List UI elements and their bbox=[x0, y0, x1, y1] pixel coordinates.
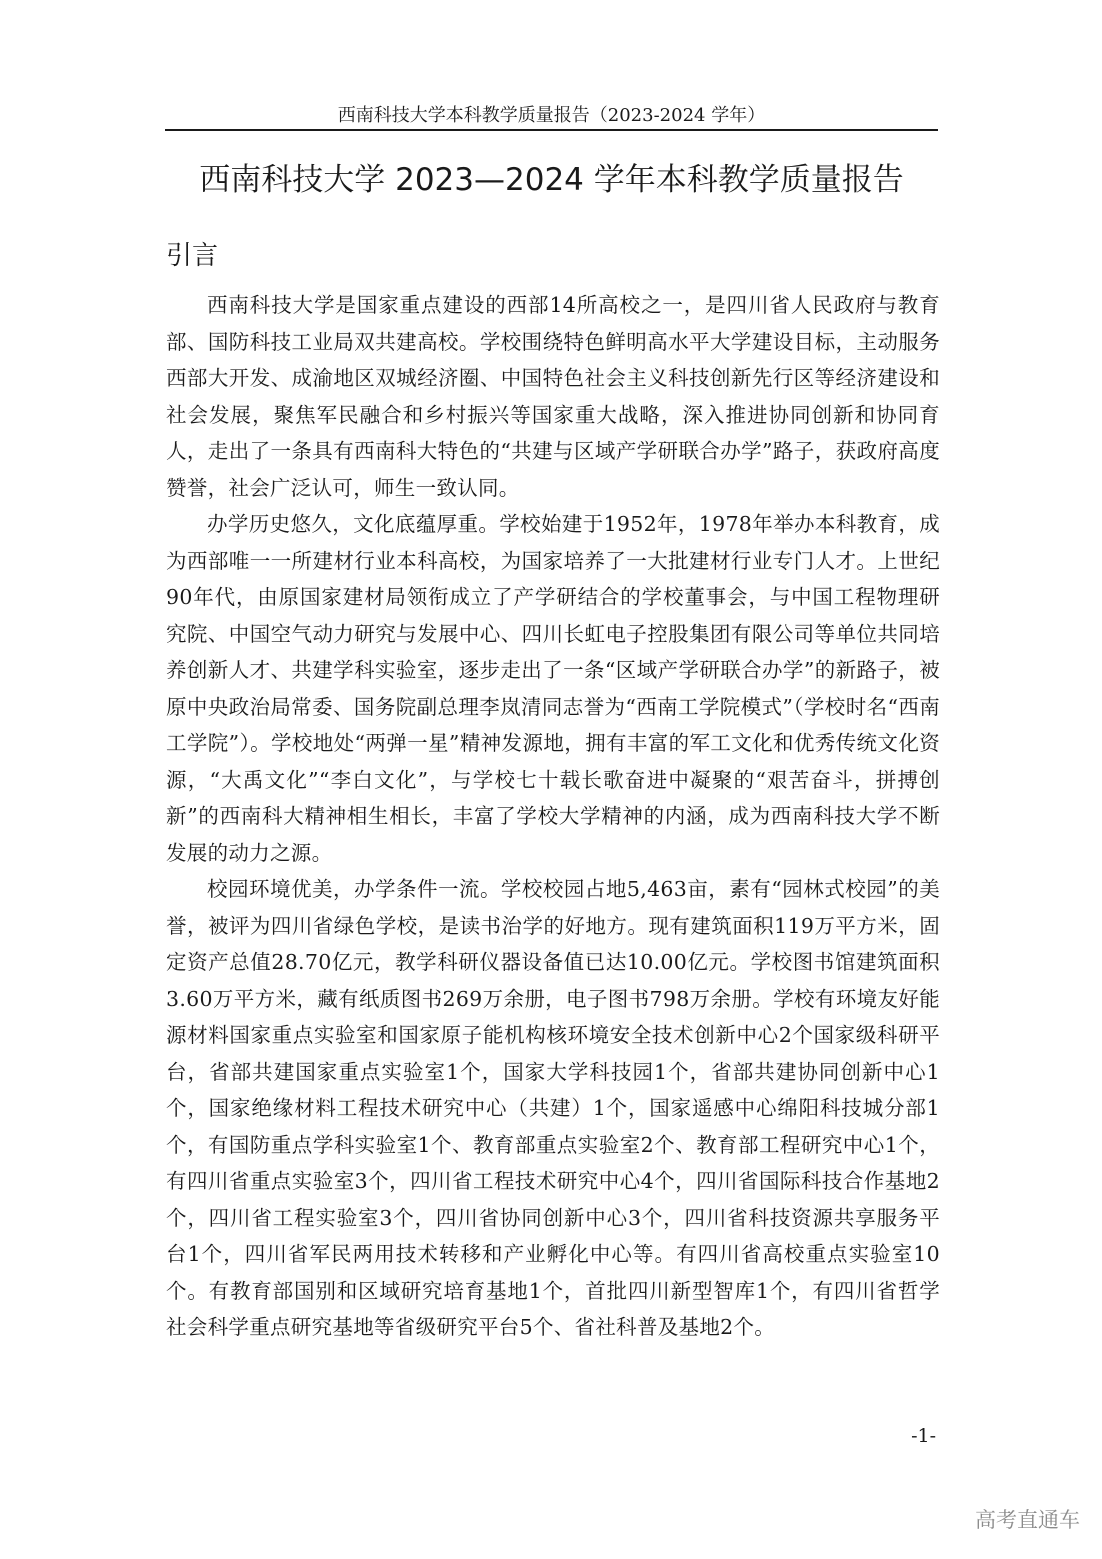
header-rule bbox=[165, 129, 938, 131]
body-text bbox=[166, 287, 940, 1346]
section-heading-introduction: 引言 bbox=[166, 241, 219, 271]
paragraph-history: 办学历史悠久，文化底蕴厚重。学校始建于1952年，1978年举办本科教育，成为西部唯一一所建材行业本科高校，为国家培养了一大批建材行业专门人才。上世纪90年代，由原国家建材局领衔成立了产学研结合的学校董事会，与中国工程物理研究院、中国空气动力研究与发展中心、四川长虹电子控股集团有限公司等单位共同培养创新人才、共建学科实验室，逐步走出了一条“区域产学研联合办学”的新路子，被原中央政治局常委、国务院副总理李岚清同志誉为“西南工学院模式”（学校时名“西南工学院”）。学校地处“两弹一星”精神发源地，拥有丰富的军工文化和优秀传统文化资源，“大禹文化”“李白文化”，与学校七十载长歌奋进中凝聚的“艰苦奋斗，拼搏创新”的西南科大精神相生相长，丰富了学校大学精神的内涵，成为西南科技大学不断发展的动力之源。 bbox=[166, 512, 940, 865]
document-title: 西南科技大学 2023—2024 学年本科教学质量报告 bbox=[199, 162, 904, 198]
page-number: -1- bbox=[911, 1425, 936, 1447]
running-header: 西南科技大学本科教学质量报告（2023-2024 学年） bbox=[337, 105, 766, 126]
paragraph-overview: 西南科技大学是国家重点建设的西部14所高校之一，是四川省人民政府与教育部、国防科技工业局双共建高校。学校围绕特色鲜明高水平大学建设目标，主动服务西部大开发、成渝地区双城经济圈、中国特色社会主义科技创新先行区等经济建设和社会发展，聚焦军民融合和乡村振兴等国家重大战略，深入推进协同创新和协同育人，走出了一条具有西南科大特色的“共建与区域产学研联合办学”路子，获政府高度赞誉，社会广泛认可，师生一致认同。 bbox=[166, 293, 940, 500]
watermark-text: 高考直通车 bbox=[975, 1508, 1080, 1532]
paragraph-campus: 校园环境优美，办学条件一流。学校校园占地5,463亩，素有“园林式校园”的美誉，被评为四川省绿色学校，是读书治学的好地方。现有建筑面积119万平方米，固定资产总值28.70亿元，教学科研仪器设备值已达10.00亿元。学校图书馆建筑面积3.60万平方米，藏有纸质图书269万余册，电子图书798万余册。学校有环境友好能源材料国家重点实验室和国家原子能机构核环境安全技术创新中心2个国家级科研平台，省部共建国家重点实验室1个，国家大学科技园1个，省部共建协同创新中心1个，国家绝缘材料工程技术研究中心（共建）1个，国家遥感中心绵阳科技城分部1个，有国防重点学科实验室1个、教育部重点实验室2个、教育部工程研究中心1个，有四川省重点实验室3个，四川省工程技术研究中心4个，四川省国际科技合作基地2个，四川省工程实验室3个，四川省协同创新中心3个，四川省科技资源共享服务平台1个，四川省军民两用技术转移和产业孵化中心等。有四川省高校重点实验室10个。有教育部国别和区域研究培育基地1个，首批四川新型智库1个，有四川省哲学社会科学重点研究基地等省级研究平台5个、省社科普及基地2个。 bbox=[166, 877, 940, 1339]
